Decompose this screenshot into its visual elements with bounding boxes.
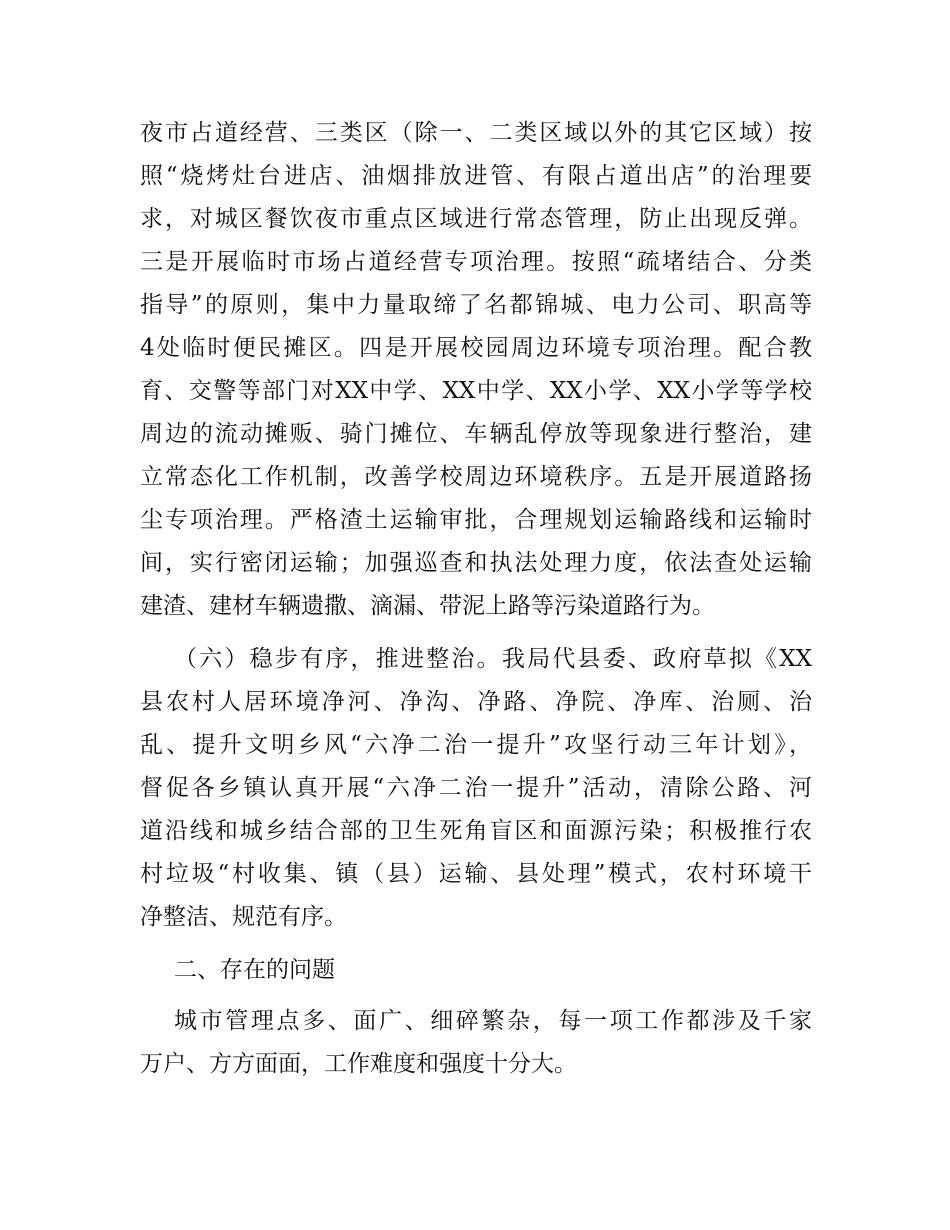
paragraph-line: 净整洁、规范有序。 [140,904,347,930]
paragraph-line: 照“烧烤灶台进店、油烟排放进管、有限占道出店”的治理要 [140,163,812,189]
paragraph-2 [140,638,812,939]
paragraph-line: 三是开展临时市场占道经营专项治理。按照“疏堵结合、分类 [140,249,812,275]
paragraph-line: 乱、提升文明乡风“六净二治一提升”攻坚行动三年计划》， [140,732,812,758]
paragraph-line: 育、交警等部门对XX中学、XX中学、XX小学、XX小学等学校 [140,378,812,404]
paragraph-line: 万户、方方面面，工作难度和强度十分大。 [140,1051,577,1077]
paragraph-line: 求，对城区餐饮夜市重点区域进行常态管理，防止出现反弹。 [140,206,812,232]
paragraph-1 [140,112,812,628]
paragraph-line: 4处临时便民摊区。四是开展校园周边环境专项治理。配合教 [140,335,812,361]
paragraph-line: 周边的流动摊贩、骑门摊位、车辆乱停放等现象进行整治，建 [140,421,812,447]
document-body [140,112,812,1086]
paragraph-line: 间，实行密闭运输；加强巡查和执法处理力度，依法查处运输 [140,550,812,576]
paragraph-spacer [140,939,812,949]
section-heading: 二、存在的问题 [174,957,335,983]
paragraph-3 [140,1000,812,1086]
paragraph-line: 督促各乡镇认真开展“六净二治一提升”活动，清除公路、河 [140,775,812,801]
paragraph-line: 指导”的原则，集中力量取缔了名都锦城、电力公司、职高等 [140,292,812,318]
paragraph-line: 立常态化工作机制，改善学校周边环境秩序。五是开展道路扬 [140,464,812,490]
paragraph-line: 村垃圾“村收集、镇（县）运输、县处理”模式，农村环境干 [140,861,812,887]
paragraph-line: 尘专项治理。严格渣土运输审批，合理规划运输路线和运输时 [140,507,812,533]
paragraph-spacer [140,992,812,1000]
paragraph-line: 城市管理点多、面广、细碎繁杂，每一项工作都涉及千家 [174,1008,812,1034]
paragraph-line: 建渣、建材车辆遗撒、滴漏、带泥上路等污染道路行为。 [140,593,715,619]
paragraph-line: 道沿线和城乡结合部的卫生死角盲区和面源污染；积极推行农 [140,818,812,844]
paragraph-spacer [140,628,812,638]
paragraph-line: （六）稳步有序，推进整治。我局代县委、政府草拟《XX [174,646,812,672]
paragraph-line: 县农村人居环境净河、净沟、净路、净院、净库、治厕、治 [140,689,812,715]
paragraph-line: 夜市占道经营、三类区（除一、二类区域以外的其它区域）按 [140,120,812,146]
